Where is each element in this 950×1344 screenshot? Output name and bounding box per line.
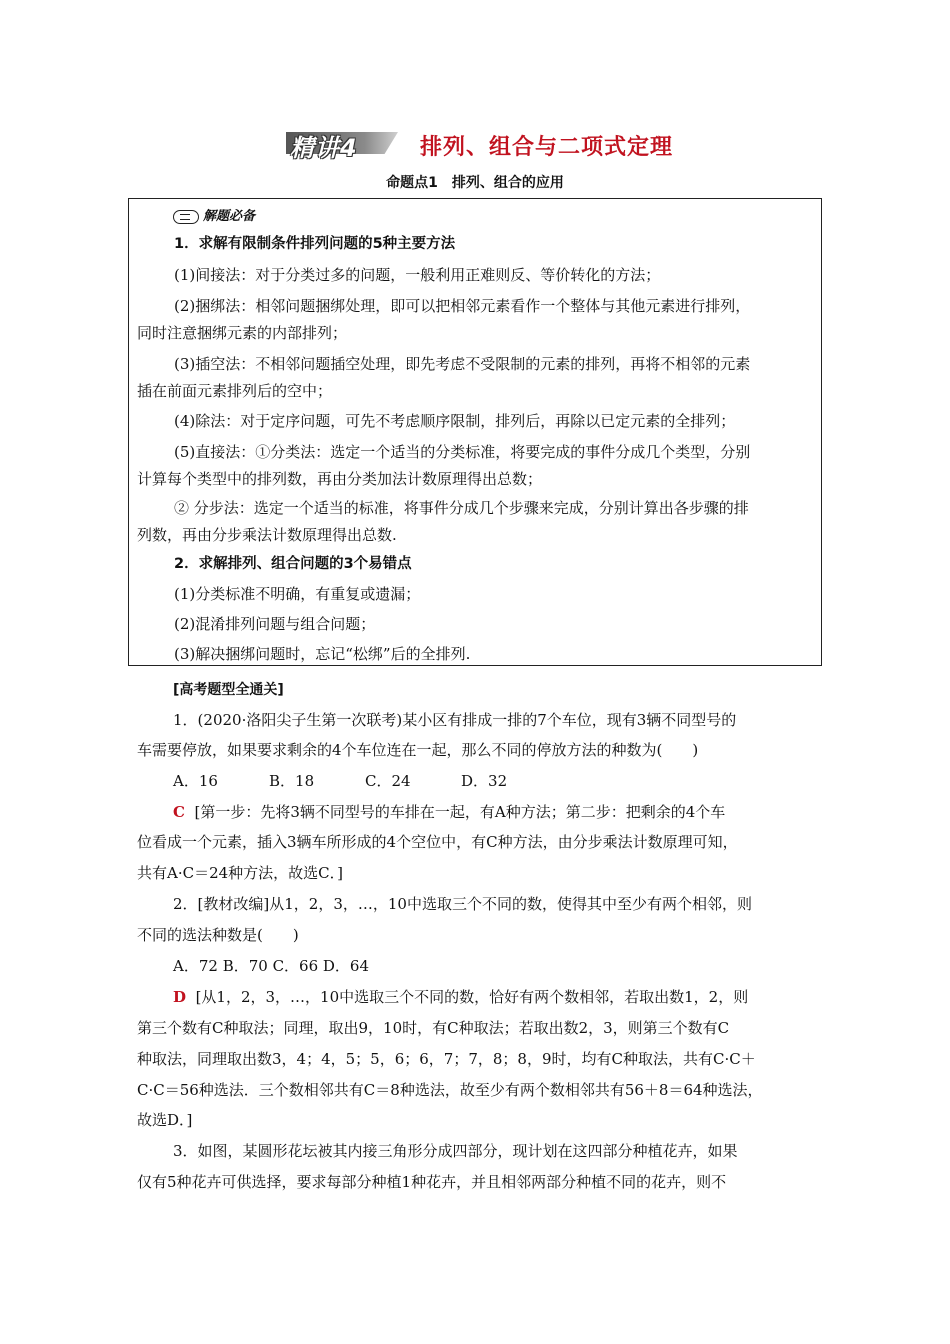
q2-solution-line	[173, 987, 748, 1007]
box-line: 计算每个类型中的排列数，再由分类加法计数原理得出总数；	[137, 470, 543, 488]
box-line: (3)解决捆绑问题时，忘记“松绑”后的全排列.	[174, 645, 471, 663]
q1-option-b: B．18	[269, 772, 315, 790]
q1-solution-text: [第一步：先将3辆不同型号的车排在一起，有A种方法；第二步：把剩余的4个车	[194, 803, 726, 821]
q1-stem-line: 车需要停放，如果要求剩余的4个车位连在一起，那么不同的停放方法的种数为( )	[137, 741, 699, 759]
q1-solution-line	[173, 802, 725, 822]
q2-answer: D	[173, 988, 187, 1006]
header	[0, 124, 950, 166]
box-line: (5)直接法：①分类法：选定一个适当的分类标准，将要完成的事件分成几个类型，分别	[174, 443, 751, 461]
q2-solution-line: 种取法，同理取出数3，4；4，5；5，6；6，7；7，8；8，9时，均有C种取法，共有C·C＋	[137, 1050, 756, 1068]
q2-stem-line: 2．[教材改编]从1，2，3，…，10中选取三个不同的数，使得其中至少有两个相邻，则	[173, 895, 752, 913]
q2-solution-line: C·C＝56种选法．三个数相邻共有C＝8种选法，故至少有两个数相邻共有56＋8＝64种选法，	[137, 1081, 763, 1099]
box-line: (3)插空法：不相邻问题插空处理，即先考虑不受限制的元素的排列，再将不相邻的元素	[174, 355, 751, 373]
box-line: (2)捆绑法：相邻问题捆绑处理，即可以把相邻元素看作一个整体与其他元素进行排列，	[174, 297, 751, 315]
box-line: ② 分步法：选定一个适当的标准，将事件分成几个步骤来完成，分别计算出各步骤的排	[174, 499, 749, 517]
q1-option-c: C．24	[365, 772, 411, 790]
q2-solution-line: 第三个数有C种取法；同理，取出9，10时，有C种取法；若取出数2，3，则第三个数有C	[137, 1019, 730, 1037]
q1-option-d: D．32	[461, 772, 508, 790]
q1-option-a: A．16	[173, 772, 218, 790]
box-line: (2)混淆排列问题与组合问题；	[174, 615, 376, 633]
q2-solution-line: 故选D．]	[137, 1111, 193, 1129]
key-points-box	[128, 198, 822, 666]
q3-stem-line: 3．如图，某圆形花坛被其内接三角形分成四部分，现计划在这四部分种植花卉，如果	[173, 1142, 738, 1160]
box-line: (1)分类标准不明确，有重复或遗漏；	[174, 585, 421, 603]
section-subtitle: 命题点1 排列、组合的应用	[386, 175, 564, 191]
q3-stem-line: 仅有5种花卉可供选择，要求每部分种植1种花卉，并且相邻两部分种植不同的花卉，则不	[137, 1173, 727, 1191]
box-line: 1．求解有限制条件排列问题的5种主要方法	[174, 236, 456, 252]
q1-solution-line: 位看成一个元素，插入3辆车所形成的4个空位中，有C种方法，由分步乘法计数原理可知，	[137, 833, 738, 851]
q2-solution-text: [从1，2，3，…，10中选取三个不同的数，恰好有两个数相邻，若取出数1，2，则	[195, 988, 749, 1006]
q1-answer: C	[173, 803, 185, 821]
q1-solution-line: 共有A·C＝24种方法，故选C．]	[137, 864, 343, 882]
q2-options: A．72 B．70 C．66 D．64	[173, 957, 370, 975]
box-line: (1)间接法：对于分类过多的问题，一般利用正难则反、等价转化的方法；	[174, 266, 661, 284]
page-title: 排列、组合与二项式定理	[420, 135, 674, 160]
q2-stem-line: 不同的选法种数是( )	[137, 926, 299, 944]
q1-options	[173, 771, 507, 791]
box-tag-label: 解题必备	[203, 209, 256, 224]
box-tag	[173, 205, 255, 224]
q1-stem-line: 1．(2020·洛阳尖子生第一次联考)某小区有排成一排的7个车位，现有3辆不同型号的	[173, 711, 737, 729]
box-line: 同时注意捆绑元素的内部排列；	[137, 324, 348, 342]
box-line: 列数，再由分步乘法计数原理得出总数.	[137, 526, 397, 544]
box-line: (4)除法：对于定序问题，可先不考虑顺序限制，排列后，再除以已定元素的全排列；	[174, 412, 736, 430]
badge-text: 精讲4	[290, 134, 358, 162]
section-heading: [高考题型全通关]	[173, 682, 284, 698]
box-line: 2．求解排列、组合问题的3个易错点	[174, 556, 412, 572]
box-line: 插在前面元素排列后的空中；	[137, 382, 333, 400]
hand-pointer-icon	[173, 210, 199, 224]
lecture-badge	[286, 128, 404, 162]
